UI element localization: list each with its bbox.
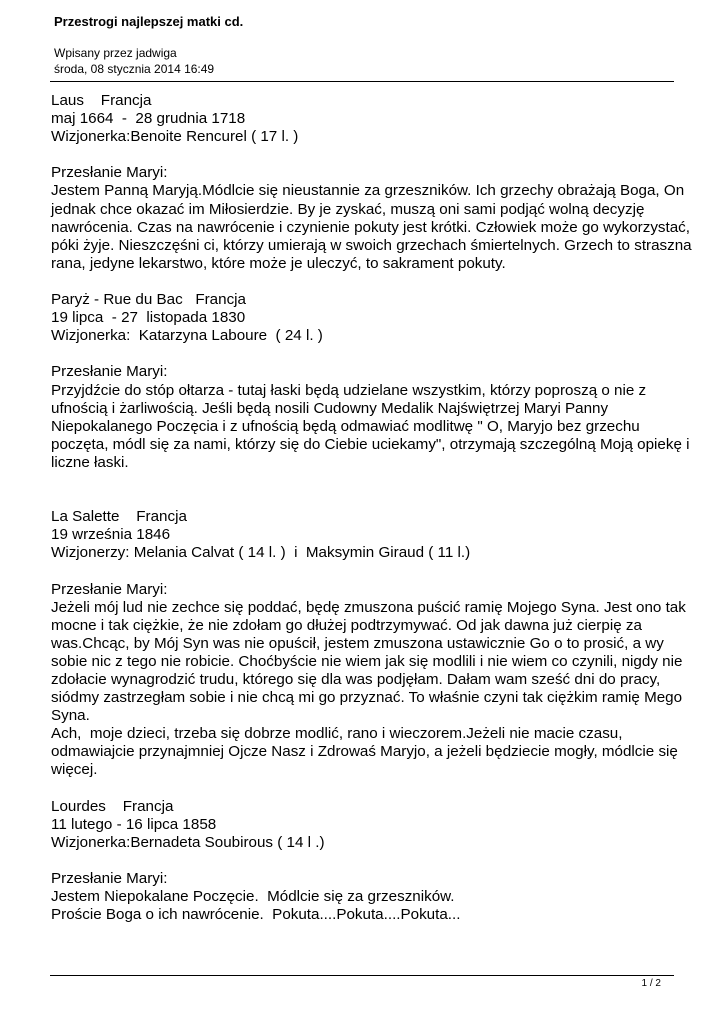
header-divider [50, 81, 674, 82]
apparition-section [51, 798, 676, 925]
message-line: ufnością i żarliwością. Jeśli będą nosili Cudowny Medalik Najświętrzej Maryi Panny [51, 399, 609, 417]
date-line: środa, 08 stycznia 2014 16:49 [54, 62, 215, 76]
message-line: was.Chcąc, by Mój Syn was nie opuścił, jestem zmuszona ustawicznie Go o to prosić, a wy [51, 634, 664, 652]
apparition-seers: Wizjonerka: Katarzyna Laboure ( 24 l. ) [51, 327, 323, 345]
message-line: siódmy zastrzegłam sobie i nie chcą mi go przyznać. To właśnie czyni tak ciężkim ramię Mego [51, 689, 683, 707]
apparition-place: Paryż - Rue du Bac Francja [51, 291, 246, 309]
apparition-seers: Wizjonerka:Bernadeta Soubirous ( 14 l .) [51, 833, 325, 851]
apparition-section [51, 92, 692, 273]
apparition-seers: Wizjonerka:Benoite Rencurel ( 17 l. ) [51, 128, 299, 146]
footer-divider [50, 975, 674, 976]
apparition-dates: maj 1664 - 28 grudnia 1718 [51, 110, 246, 128]
message-label: Przesłanie Maryi: [51, 363, 168, 381]
article-meta [54, 45, 674, 77]
apparition-place: Laus Francja [51, 92, 152, 109]
apparition-seers: Wizjonerzy: Melania Calvat ( 14 l. ) i Maksymin Giraud ( 11 l.) [51, 544, 471, 562]
message-line: odmawiajcie przynajmniej Ojcze Nasz i Zdrowaś Maryjo, a jeżeli będziecie mogły, módlcie się [51, 743, 678, 761]
apparition-dates: 19 lipca - 27 listopada 1830 [51, 309, 246, 327]
message-line: Przyjdźcie do stóp ołtarza - tutaj łaski będą udzielane wszystkim, którzy poproszą o nie z [51, 381, 647, 399]
message-line: Proście Boga o ich nawrócenie. Pokuta....Pokuta....Pokuta... [51, 906, 461, 924]
author-line: Wpisany przez jadwiga [54, 46, 177, 60]
document-header [54, 13, 674, 77]
message-line: mocne i tak ciężkie, że nie zdołam go dłużej podtrzymywać. Od jak dawna już cierpię za [51, 616, 642, 634]
article-body [51, 92, 692, 924]
apparition-dates: 19 września 1846 [51, 526, 171, 544]
message-line: Syna. [51, 707, 90, 725]
message-line: Jeżeli mój lud nie zechce się poddać, będę zmuszona puścić ramię Mojego Syna. Jest ono tak [51, 598, 686, 616]
message-line: Ach, moje dzieci, trzeba się dobrze modlić, rano i wieczorem.Jeżeli nie macie czasu, [51, 725, 623, 743]
message-label: Przesłanie Maryi: [51, 870, 168, 888]
message-line: nawrócenia. Czas na nawrócenie i czynienie pokuty jest krótki. Człowiek może go wykorzystać, [51, 218, 690, 236]
apparition-place: Lourdes Francja [51, 797, 174, 815]
message-line: zdołacie wynagrodzić trudu, którego się dla was podjęłam. Dałam wam sześć dni do pracy, [51, 671, 661, 688]
message-line: póki żyje. Nieszczęśni ci, którzy umierają w swoich grzechach śmiertelnych. Grzech to straszna [51, 236, 692, 254]
message-line: sobie nic z tego nie robicie. Choćbyście nie wiem jak się modlili i nie wiem co czynili, nigdy nie [51, 652, 683, 670]
message-label: Przesłanie Maryi: [51, 580, 168, 598]
message-line: liczne łaski. [51, 453, 129, 471]
page-number: 1 / 2 [641, 978, 661, 989]
apparition-place: La Salette Francja [51, 508, 187, 526]
message-line: jednak chce okazać im Miłosierdzie. By je zyskać, muszą oni sami podjąć wolną decyzję [51, 200, 645, 218]
message-line: Jestem Niepokalane Poczęcie. Módlcie się za grzeszników. [51, 888, 455, 906]
message-line: Jestem Panną Maryją.Módlcie się nieustannie za grzeszników. Ich grzechy obrażają Boga, On [51, 182, 685, 200]
page-title: Przestrogi najlepszej matki cd. [54, 14, 244, 29]
message-line: rana, jedyne lekarstwo, które może je uleczyć, to sakrament pokuty. [51, 254, 506, 272]
apparition-dates: 11 lutego - 16 lipca 1858 [51, 815, 217, 833]
message-line: poczęta, módl się za nami, którzy się do Ciebie uciekamy", otrzymają szczególną Moją opiekę i [51, 435, 690, 453]
apparition-section [51, 291, 690, 472]
message-label: Przesłanie Maryi: [51, 164, 168, 182]
message-line: więcej. [51, 761, 98, 779]
apparition-section [51, 508, 686, 779]
message-line: Niepokalanego Poczęcia i z ufnością będą odmawiać modlitwę " O, Maryjo bez grzechu [51, 417, 640, 435]
